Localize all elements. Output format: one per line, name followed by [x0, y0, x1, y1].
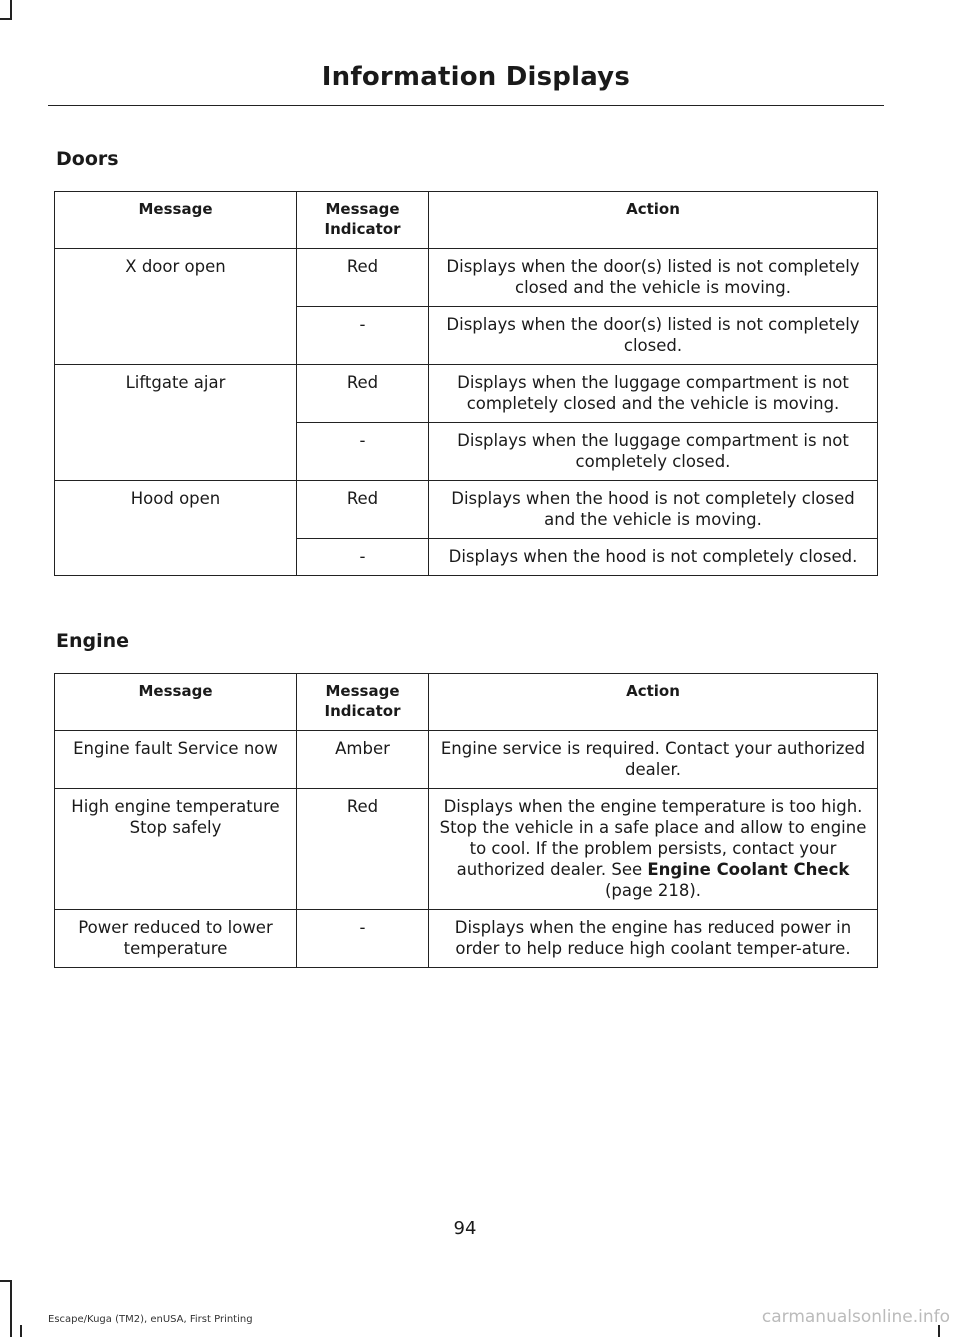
- indicator-cell: -: [297, 539, 429, 576]
- column-header-indicator: Message Indicator: [297, 674, 429, 731]
- page-reference: (page 218).: [604, 881, 702, 900]
- table-row: [55, 365, 878, 423]
- column-header-action: Action: [429, 674, 878, 731]
- indicator-cell: Red: [297, 481, 429, 539]
- engine-table: [54, 673, 878, 968]
- message-cell: Power reduced to lower temperature: [55, 910, 297, 968]
- message-cell: Hood open: [55, 481, 297, 576]
- indicator-cell: -: [297, 423, 429, 481]
- column-header-indicator: Message Indicator: [297, 192, 429, 249]
- crop-mark: [10, 0, 12, 18]
- message-cell: [55, 789, 297, 910]
- action-cell: Engine service is required. Contact your authorized dealer.: [429, 731, 878, 789]
- action-cell: [429, 789, 878, 910]
- indicator-cell: -: [297, 307, 429, 365]
- column-header-message: Message: [55, 674, 297, 731]
- indicator-cell: Red: [297, 789, 429, 910]
- footer-text: Escape/Kuga (TM2), enUSA, First Printing: [48, 1314, 253, 1325]
- message-line: Stop safely: [129, 818, 222, 837]
- doors-table: [54, 191, 878, 576]
- action-cell: Displays when the engine has reduced power in order to help reduce high coolant temper-ature.: [429, 910, 878, 968]
- table-header-row: [55, 192, 878, 249]
- action-cell: Displays when the luggage compartment is not completely closed.: [429, 423, 878, 481]
- action-cell: Displays when the luggage compartment is not completely closed and the vehicle is moving.: [429, 365, 878, 423]
- action-cell: Displays when the hood is not completely closed.: [429, 539, 878, 576]
- table-row: [55, 731, 878, 789]
- action-cell: Displays when the door(s) listed is not completely closed.: [429, 307, 878, 365]
- message-cell: Liftgate ajar: [55, 365, 297, 481]
- message-cell: Engine fault Service now: [55, 731, 297, 789]
- crop-mark: [0, 1280, 12, 1282]
- crop-mark: [0, 18, 12, 20]
- message-cell: X door open: [55, 249, 297, 365]
- column-header-message: Message: [55, 192, 297, 249]
- indicator-cell: -: [297, 910, 429, 968]
- message-line: High engine temperature: [71, 797, 280, 816]
- action-cell: Displays when the hood is not completely closed and the vehicle is moving.: [429, 481, 878, 539]
- table-row: [55, 481, 878, 539]
- crop-mark: [10, 1280, 12, 1337]
- page-title: Information Displays: [321, 62, 630, 92]
- table-row: [55, 789, 878, 910]
- table-row: [55, 249, 878, 307]
- watermark-logo: carmanualsonline.info: [761, 1307, 950, 1327]
- table-row: [55, 910, 878, 968]
- page-number: 94: [453, 1218, 477, 1239]
- table-header-row: [55, 674, 878, 731]
- column-header-action: Action: [429, 192, 878, 249]
- indicator-cell: Red: [297, 249, 429, 307]
- action-cell: Displays when the door(s) listed is not completely closed and the vehicle is moving.: [429, 249, 878, 307]
- page-header: [48, 58, 884, 106]
- indicator-cell: Amber: [297, 731, 429, 789]
- action-text: Displays when the engine temperature is too high. Stop the vehicle in a safe place and allow to engine to cool. If the problem persists, contact your authorized dealer. See: [439, 797, 867, 879]
- section-title-doors: Doors: [56, 148, 119, 170]
- section-title-engine: Engine: [56, 630, 130, 652]
- cross-reference-link[interactable]: Engine Coolant Check: [647, 860, 850, 879]
- crop-mark: [20, 1325, 22, 1337]
- indicator-cell: Red: [297, 365, 429, 423]
